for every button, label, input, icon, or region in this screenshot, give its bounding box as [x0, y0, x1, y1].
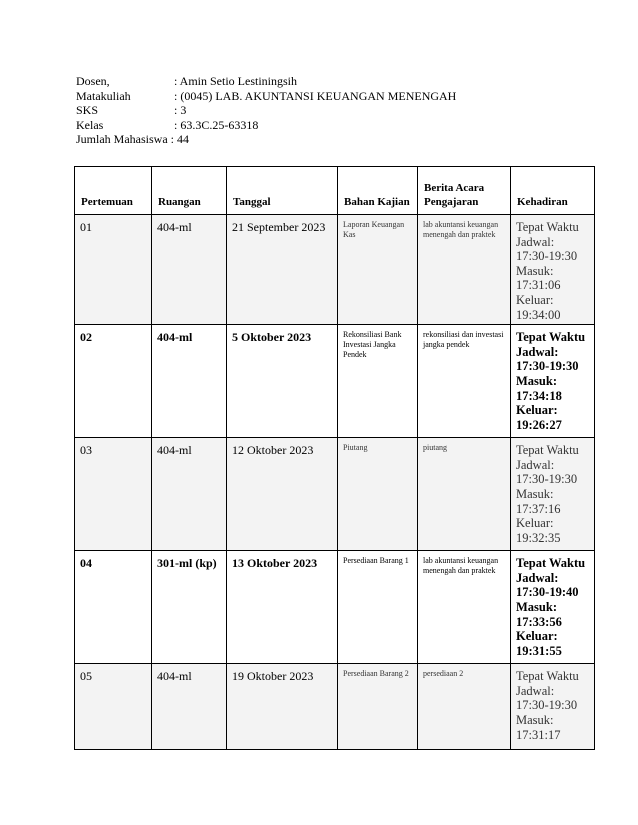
col-kehadiran: Kehadiran: [511, 167, 595, 215]
kelas-label: Kelas: [76, 117, 104, 132]
status-text: Tepat Waktu: [516, 556, 586, 571]
table-row: [75, 215, 595, 325]
pertemuan-cell: 01: [75, 215, 152, 325]
col-ruangan: Ruangan: [152, 167, 227, 215]
bahan-cell: Persediaan Barang 1: [338, 551, 418, 664]
sks-label: SKS: [76, 103, 99, 118]
berita-cell: piutang: [418, 438, 511, 551]
course-header: [76, 74, 456, 147]
bahan-cell: Persediaan Barang 2: [338, 664, 418, 750]
jadwal-text: Jadwal: 17:30-19:30: [516, 344, 579, 374]
tanggal-cell: 21 September 2023: [227, 215, 338, 325]
jadwal-text: Jadwal: 17:30-19:30: [516, 683, 578, 713]
attendance-table: [74, 166, 595, 750]
col-berita-acara: Berita Acara Pengajaran: [418, 167, 511, 215]
table-row: [75, 438, 595, 551]
masuk-text: Masuk: 17:34:18: [516, 373, 562, 403]
tanggal-cell: 19 Oktober 2023: [227, 664, 338, 750]
matakuliah-value: : (0045) LAB. AKUNTANSI KEUANGAN MENENGAH: [174, 88, 457, 103]
jadwal-text: Jadwal: 17:30-19:40: [516, 570, 579, 600]
sks-value: : 3: [174, 103, 187, 118]
kehadiran-cell: [511, 215, 595, 325]
dosen-label: Dosen,: [76, 74, 110, 88]
col-bahan-kajian: Bahan Kajian: [338, 167, 418, 215]
status-text: Tepat Waktu: [516, 443, 579, 458]
kelas-row: [76, 118, 456, 133]
ruangan-cell: 404-ml: [152, 438, 227, 551]
berita-cell: lab akuntansi keuangan menengah dan praktek: [418, 551, 511, 664]
berita-cell: lab akuntansi keuangan menengah dan praktek: [418, 215, 511, 325]
pertemuan-cell: 05: [75, 664, 152, 750]
table-row: [75, 664, 595, 750]
ruangan-cell: 301-ml (kp): [152, 551, 227, 664]
kehadiran-cell: [511, 551, 595, 664]
pertemuan-cell: 02: [75, 325, 152, 438]
bahan-cell: Laporan Keuangan Kas: [338, 215, 418, 325]
sks-row: [76, 103, 456, 118]
masuk-text: Masuk: 17:33:56: [516, 599, 562, 629]
table-row: [75, 325, 595, 438]
bahan-cell: Rekonsiliasi Bank Investasi Jangka Pendek: [338, 325, 418, 438]
kehadiran-cell: [511, 325, 595, 438]
jumlah-label: Jumlah Mahasiswa: [76, 132, 168, 147]
kehadiran-cell: [511, 664, 595, 750]
table-row: [75, 551, 595, 664]
ruangan-cell: 404-ml: [152, 215, 227, 325]
matakuliah-row: [76, 89, 456, 104]
kehadiran-cell: [511, 438, 595, 551]
matakuliah-label: Matakuliah: [76, 88, 131, 103]
dosen-value: : Amin Setio Lestiningsih: [174, 74, 298, 88]
jumlah-value: : 44: [170, 132, 189, 147]
keluar-text: Keluar: 19:34:00: [516, 292, 561, 322]
status-text: Tepat Waktu: [516, 220, 579, 234]
tanggal-cell: 13 Oktober 2023: [227, 551, 338, 664]
tanggal-cell: 12 Oktober 2023: [227, 438, 338, 551]
berita-cell: rekonsiliasi dan investasi jangka pendek: [418, 325, 511, 438]
berita-cell: persediaan 2: [418, 664, 511, 750]
ruangan-cell: 404-ml: [152, 325, 227, 438]
keluar-text: Keluar: 19:31:55: [516, 629, 562, 658]
tanggal-cell: 5 Oktober 2023: [227, 325, 338, 438]
jumlah-row: [76, 132, 456, 147]
table-header-row: [75, 167, 595, 215]
pertemuan-cell: 03: [75, 438, 152, 551]
masuk-text: Masuk: 17:37:16: [516, 486, 561, 516]
bahan-cell: Piutang: [338, 438, 418, 551]
masuk-text: Masuk: 17:31:06: [516, 263, 561, 293]
jadwal-text: Jadwal: 17:30-19:30: [516, 457, 578, 487]
status-text: Tepat Waktu: [516, 669, 579, 684]
keluar-text: Keluar: 19:26:27: [516, 403, 562, 432]
masuk-text: Masuk: 17:31:17: [516, 712, 561, 742]
ruangan-cell: 404-ml: [152, 664, 227, 750]
dosen-row: [76, 74, 456, 89]
kelas-value: : 63.3C.25-63318: [174, 117, 259, 132]
col-pertemuan: Pertemuan: [75, 167, 152, 215]
jadwal-text: Jadwal: 17:30-19:30: [516, 234, 578, 264]
pertemuan-cell: 04: [75, 551, 152, 664]
status-text: Tepat Waktu: [516, 330, 586, 345]
keluar-text: Keluar: 19:32:35: [516, 516, 561, 545]
col-tanggal: Tanggal: [227, 167, 338, 215]
